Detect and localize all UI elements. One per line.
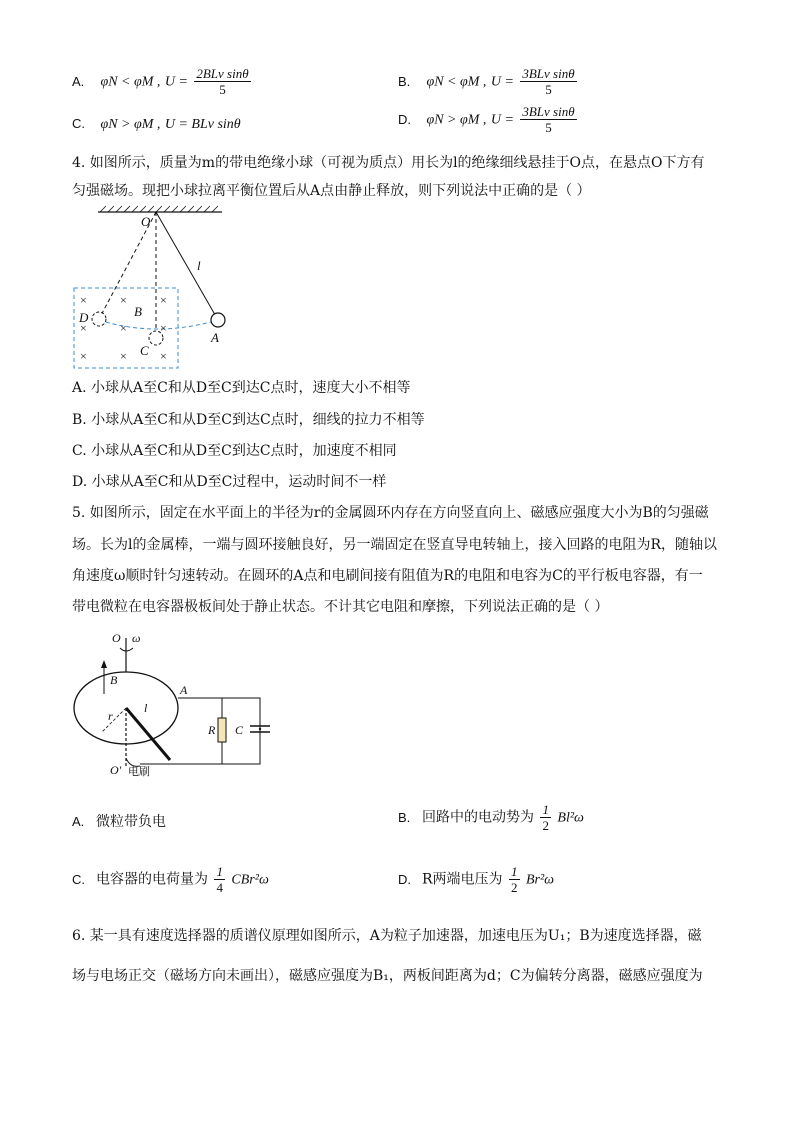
q5-stem-line1: 5. 如图所示，固定在水平面上的半径为r的金属圆环内存在方向竖直向上、磁感应强度大小为B的匀强磁 (72, 505, 709, 521)
radius-line (102, 708, 126, 732)
q5-stem-line3: 角速度ω顺时针匀速转动。在圆环的A点和电刷间接有阻值为R的电阻和电容为C的平行板电容器，有一 (72, 568, 703, 584)
q3-option-b: B. φN < φM , U = $\frac{\text{3BLv sinθ}}{5}$ (398, 66, 575, 97)
ball-a (211, 313, 225, 327)
ball-d (92, 312, 106, 326)
q5-option-a: A. 微粒带负电 (72, 814, 166, 830)
q3-option-c: C. φN > φM , U = BLv sinθ (72, 116, 241, 132)
q5-option-b: B. 回路中的电动势为 $\frac{1}{2}$ Bl²ω (398, 802, 584, 833)
metal-rod (126, 708, 170, 760)
swing-arc (99, 320, 218, 329)
field-crosses (80, 293, 167, 363)
q3-option-a: A. φN < φM , U = $\frac{\text{2BLv sinθ}}{5}$ (72, 66, 249, 97)
label-d: D (79, 310, 89, 325)
svg-text:×: × (120, 349, 127, 363)
svg-text:×: × (80, 293, 87, 307)
svg-text:×: × (120, 293, 127, 307)
resistor-r (218, 718, 226, 742)
label-l: l (144, 701, 148, 715)
label-c: C (235, 723, 244, 737)
q6-stem-line2: 场与电场正交（磁场方向未画出），磁感应强度为B₁，两板间距离为d；C为偏转分离器，磁感应强度为 (72, 968, 703, 984)
svg-text:×: × (120, 321, 127, 335)
svg-text:×: × (160, 293, 167, 307)
label-o: O (141, 214, 151, 229)
label-omega: ω (132, 631, 141, 645)
label-brush: 电刷 (128, 766, 150, 778)
q4-option-a: A. 小球从A至C和从D至C到达C点时，速度大小不相等 (72, 380, 411, 396)
label-l: l (197, 258, 201, 273)
label-r-radius: r (108, 709, 113, 723)
label-r-resistor: R (208, 723, 216, 737)
label-a: A (211, 330, 219, 345)
q5-stem-line4: 带电微粒在电容器极板间处于静止状态。不计其它电阻和摩擦，下列说法正确的是（ ） (72, 599, 609, 615)
svg-text:×: × (80, 349, 87, 363)
svg-text:×: × (80, 321, 87, 335)
q4-stem-line2: 匀强磁场。现把小球拉离平衡位置后从A点由静止释放，则下列说法中正确的是（ ） (72, 183, 591, 199)
label-b: B (134, 304, 142, 319)
q6-stem-line1: 6. 某一具有速度选择器的质谱仪原理如图所示，A为粒子加速器，加速电压为U₁；B为速度选择器，磁 (72, 928, 702, 944)
charged-particle (259, 728, 261, 730)
q5-option-c: C. 电容器的电荷量为 $\frac{1}{4}$ CBr²ω (72, 864, 269, 895)
q5-stem-line2: 场。长为l的金属棒，一端与圆环接触良好，另一端固定在竖直导电转轴上，接入回路的电阻为R，随轴以 (72, 537, 718, 553)
q5-ring-circuit-figure (70, 628, 280, 778)
q4-stem-line1: 4. 如图所示，质量为m的带电绝缘小球（可视为质点）用长为l的绝缘细线悬挂于O点，在悬点O下方有 (72, 155, 705, 171)
q4-option-d: D. 小球从A至C和从D至C过程中，运动时间不一样 (72, 474, 387, 490)
q4-option-c: C. 小球从A至C和从D至C到达C点时，加速度不相同 (72, 443, 397, 459)
svg-text:×: × (160, 349, 167, 363)
label-c: C (140, 343, 149, 358)
q5-option-d: D. R两端电压为 $\frac{1}{2}$ Br²ω (398, 864, 555, 895)
svg-text:×: × (160, 321, 167, 335)
q4-option-b: B. 小球从A至C和从D至C到达C点时，细线的拉力不相等 (72, 412, 425, 428)
label-b: B (110, 673, 118, 687)
label-a: A (180, 683, 188, 697)
label-o-prime: O′ (110, 763, 122, 777)
label-o: O (112, 631, 121, 645)
q4-pendulum-figure (70, 202, 240, 372)
q3-option-d: D. φN > φM , U = $\frac{\text{3BLv sinθ}}{5}$ (398, 104, 575, 135)
ceiling-hatch (100, 206, 218, 212)
